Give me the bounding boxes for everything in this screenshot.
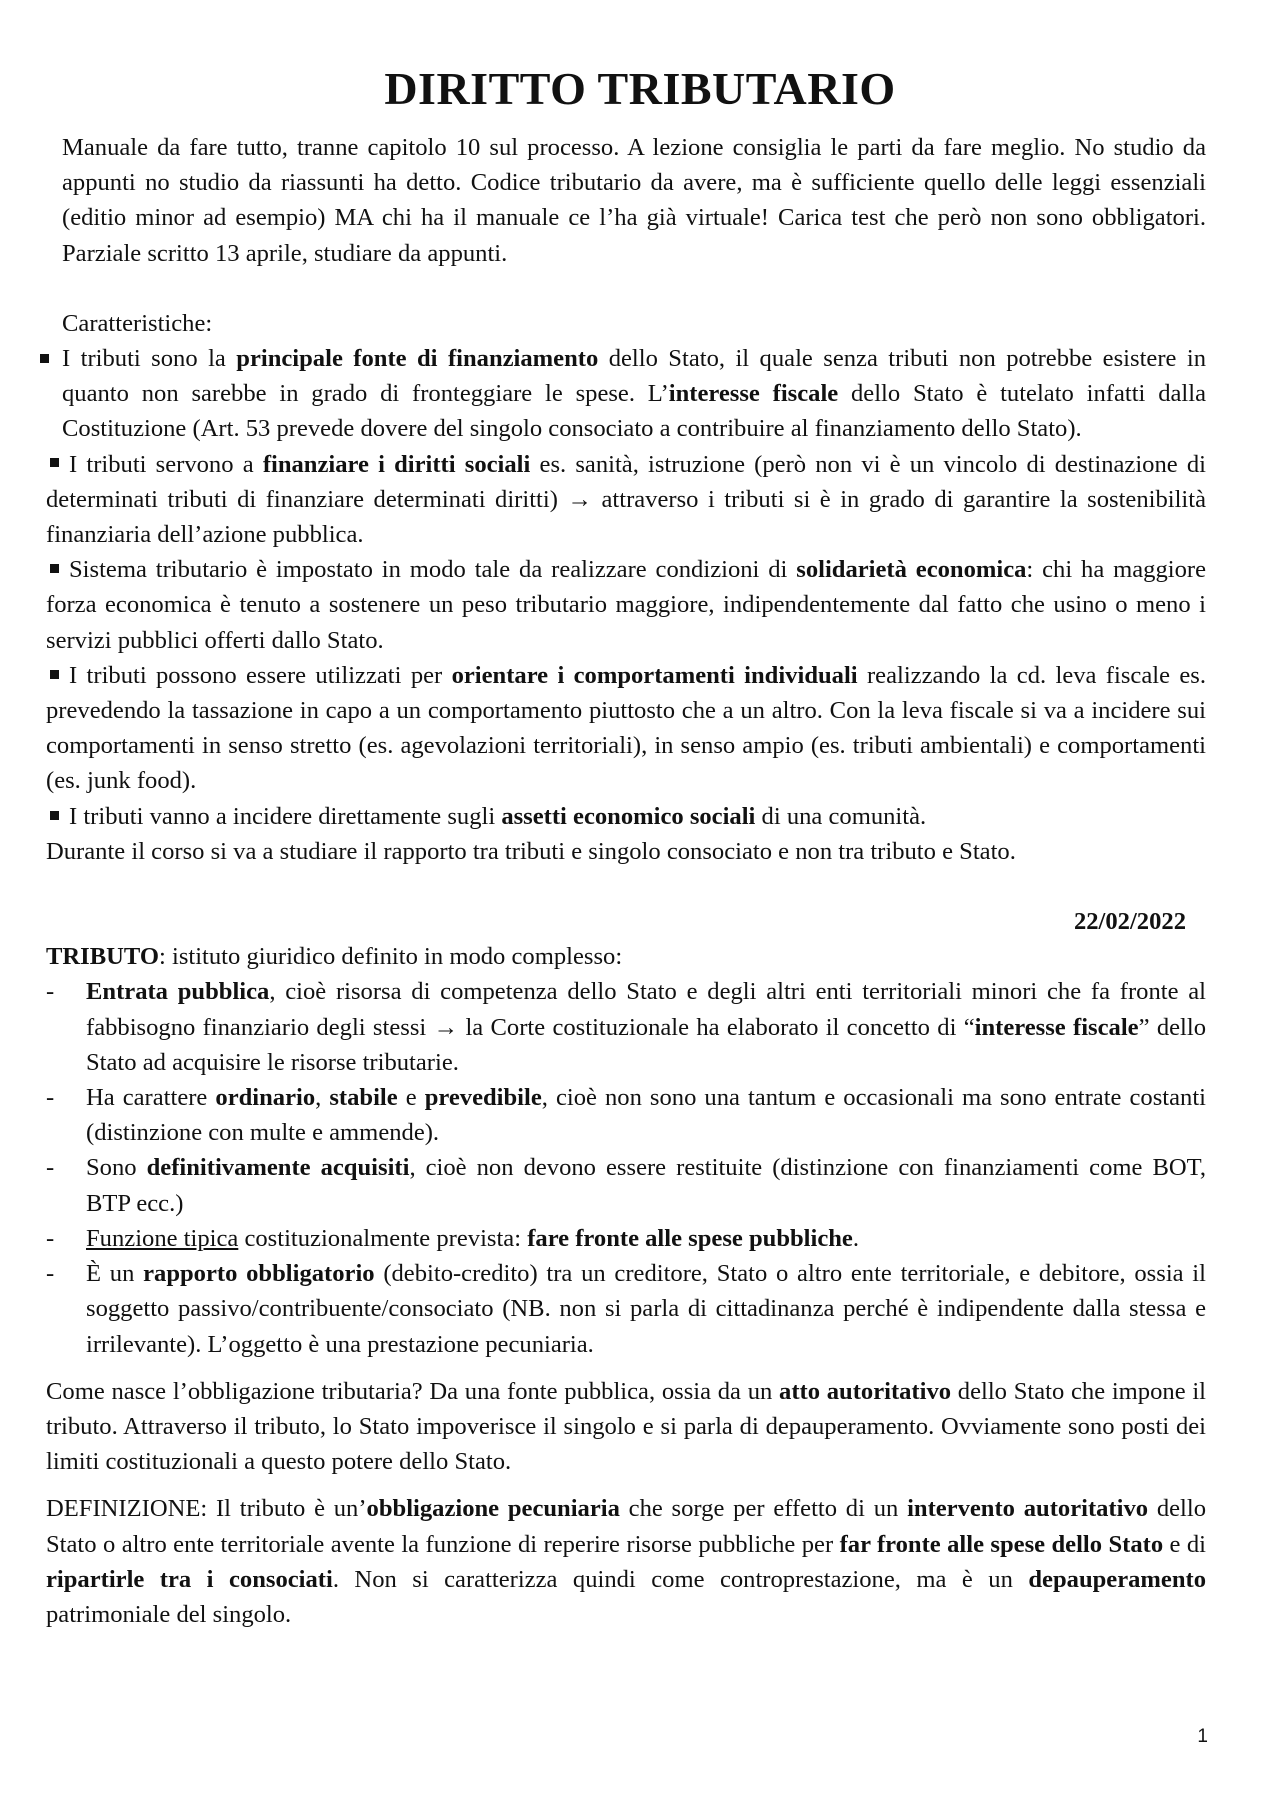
bullet-item: I tributi servono a finanziare i diritti sociali es. sanità, istruzione (però non vi è un vincolo di destinazione di determinati tributi di finanziare determinati diritti) → attraverso i tributi si è in grado di garantire la sostenibilità finanziaria dell’azione pubblica.: [46, 450, 1206, 549]
square-bullet-icon: [50, 670, 59, 679]
definizione-paragraph: DEFINIZIONE: Il tributo è un’obbligazione pecuniaria che sorge per effetto di un intervento autoritativo dello Stato o altro ente territoriale avente la funzione di reperire risorse pubbliche per far fronte alle spese dello Stato e di ripartirle tra i consociati. Non si caratterizza quindi come controprestazione, ma è un depauperamento patrimoniale del singolo.: [46, 1495, 1207, 1628]
dash-bullet: -: [46, 1224, 55, 1252]
dash-list-item: - Entrata pubblica, cioè risorsa di competenza dello Stato e degli altri enti territoriali minori che fa fronte al fabbisogno finanziario degli stessi → la Corte costituzionale ha elaborato il concetto di “interesse fiscale” dello Stato ad acquisire le risorse tributarie.: [46, 974, 1206, 1080]
bullet-item: I tributi vanno a incidere direttamente sugli assetti economico sociali di una comunità.: [46, 799, 1206, 834]
dash-bullet: -: [46, 978, 55, 1006]
obbligazione-paragraph: Come nasce l’obbligazione tributaria? Da una fonte pubblica, ossia da un atto autoritativo dello Stato che impone il tributo. Attraverso il tributo, lo Stato impoverisce il singolo e si parla di depauperamento. Ovviamente sono posti dei limiti costituzionali a questo potere dello Stato.: [46, 1377, 1207, 1476]
document-title: DIRITTO TRIBUTARIO: [384, 63, 896, 114]
bullet-item: Sistema tributario è impostato in modo tale da realizzare condizioni di solidarietà economica: chi ha maggiore forza economica è tenuto a sostenere un peso tributario maggiore, indipendentemente dal fatto che usino o meno i servizi pubblici offerti dallo Stato.: [46, 556, 1206, 654]
dash-bullet: -: [46, 1260, 55, 1288]
page-number: 1: [1197, 1726, 1208, 1747]
tributo-heading: TRIBUTO: istituto giuridico definito in modo complesso:: [46, 943, 623, 971]
lesson-date: 22/02/2022: [1073, 908, 1186, 936]
dash-bullet: -: [46, 1154, 55, 1182]
closing-sentence: Durante il corso si va a studiare il rapporto tra tributi e singolo consociato e non tra tributo e Stato.: [46, 837, 1016, 865]
dash-list-item: - È un rapporto obbligatorio (debito-credito) tra un creditore, Stato o altro ente territoriale, e debitore, ossia il soggetto passivo/contribuente/consociato (NB. non si parla di cittadinanza perché è indipendente dalla stessa e irrilevante). L’oggetto è una prestazione pecuniaria.: [46, 1256, 1206, 1362]
bullet-item: I tributi sono la principale fonte di finanziamento dello Stato, il quale senza tributi non potrebbe esistere in quanto non sarebbe in grado di fronteggiare le spese. L’interesse fiscale dello Stato è tutelato infatti dalla Costituzione (Art. 53 prevede dovere del singolo consociato a contribuire al finanziamento dello Stato).: [46, 341, 1206, 447]
dash-list-item: - Sono definitivamente acquisiti, cioè non devono essere restituite (distinzione con finanziamenti come BOT, BTP ecc.): [46, 1150, 1206, 1220]
square-bullet-icon: [50, 564, 59, 573]
dash-list-item: - Funzione tipica costituzionalmente prevista: fare fronte alle spese pubbliche.: [46, 1221, 1206, 1256]
dash-list-item: - Ha carattere ordinario, stabile e prevedibile, cioè non sono una tantum e occasionali ma sono entrate costanti (distinzione con multe e ammende).: [46, 1080, 1206, 1150]
bullet-item: I tributi possono essere utilizzati per orientare i comportamenti individuali realizzando la cd. leva fiscale es. prevedendo la tassazione in capo a un comportamento piuttosto che a un altro. Con la leva fiscale si va a incidere sui comportamenti in senso stretto (es. agevolazioni territoriali), in senso ampio (es. tributi ambientali) e comportamenti (es. junk food).: [46, 661, 1206, 795]
dash-bullet: -: [46, 1084, 55, 1112]
square-bullet-icon: [50, 458, 59, 467]
intro-paragraph: Manuale da fare tutto, tranne capitolo 10 sul processo. A lezione consiglia le parti da fare meglio. No studio da appunti no studio da riassunti ha detto. Codice tributario da avere, ma è sufficiente quello delle leggi essenziali (editio minor ad esempio) MA chi ha il manuale ce l’ha già virtuale! Carica test che però non sono obbligatori. Parziale scritto 13 aprile, studiare da appunti.: [62, 134, 1206, 267]
document-body: [46, 130, 1206, 1632]
square-bullet-icon: [40, 354, 49, 363]
square-bullet-icon: [50, 811, 59, 820]
caratteristiche-heading: Caratteristiche:: [62, 309, 213, 337]
